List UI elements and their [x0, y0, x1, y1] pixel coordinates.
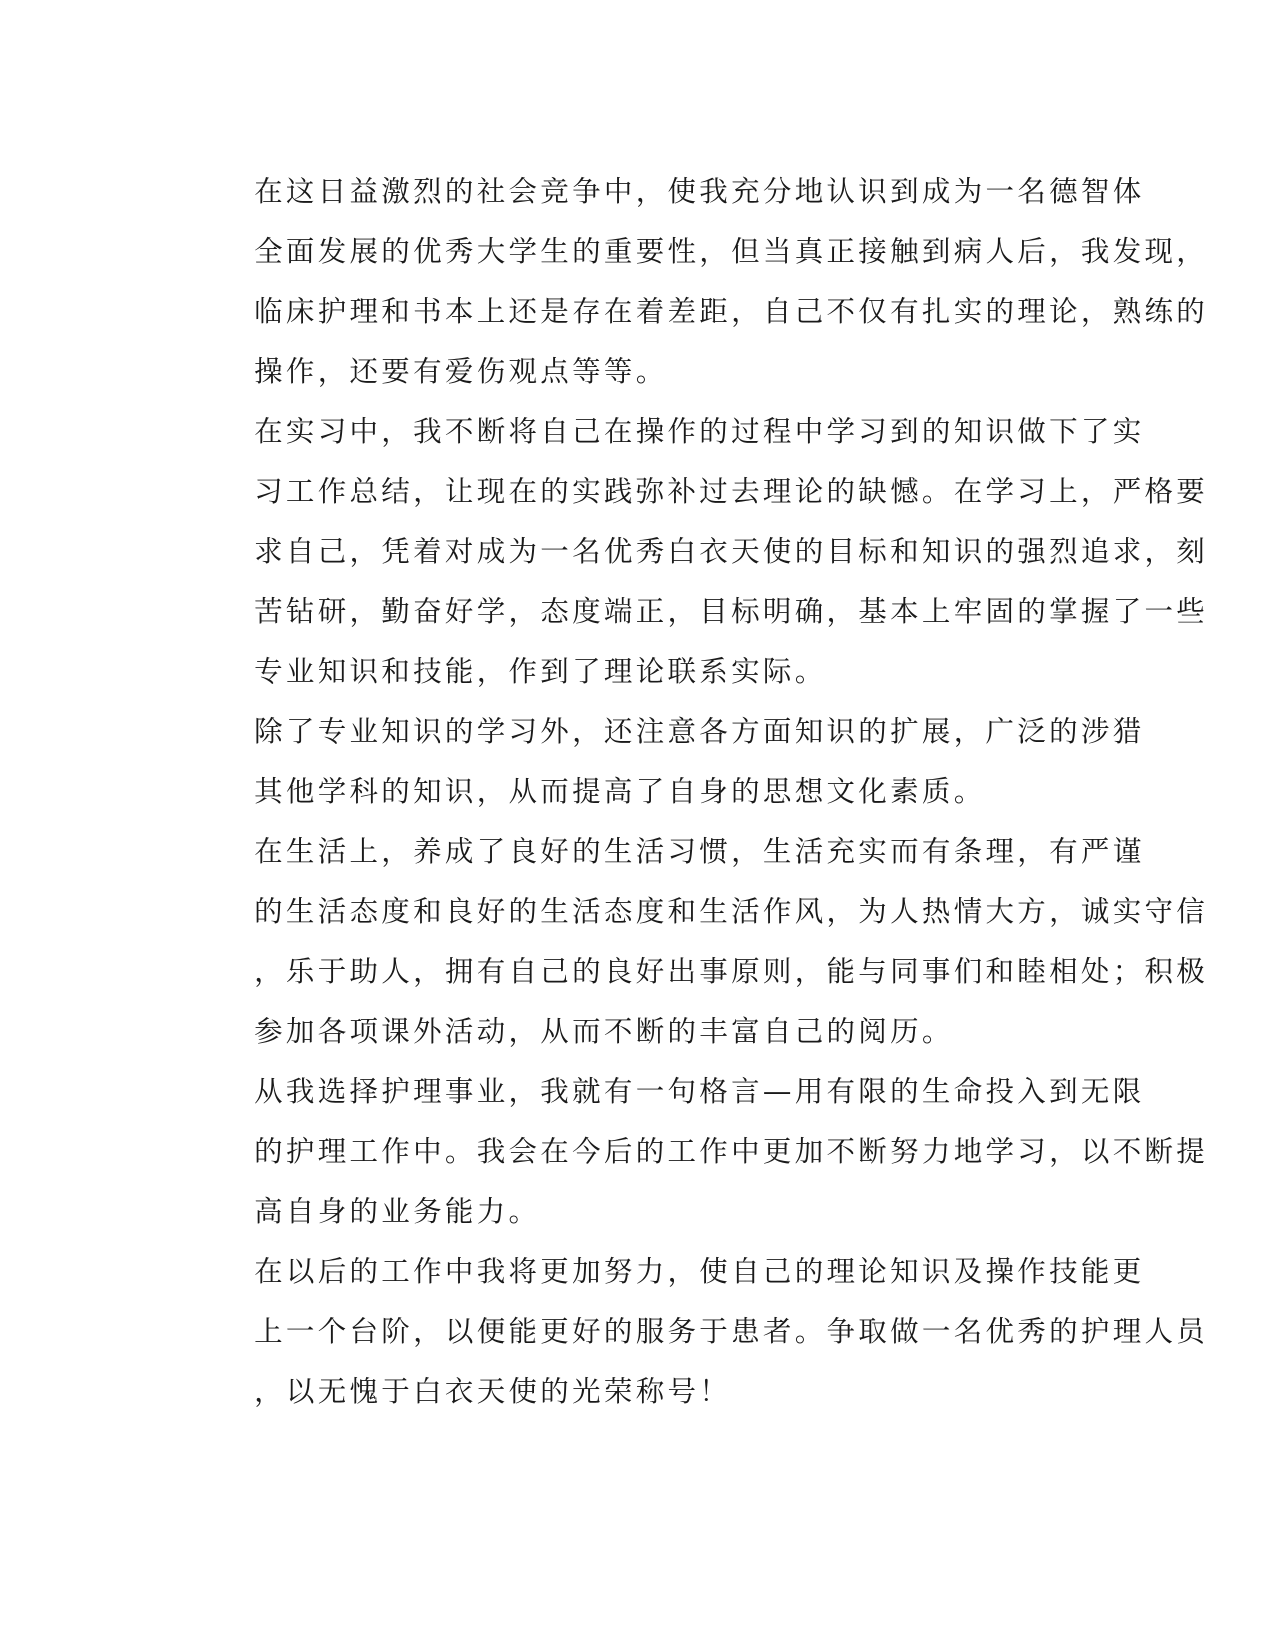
text-line: ，乐于助人，拥有自己的良好出事原则，能与同事们和睦相处；积极 — [254, 955, 1209, 988]
text-line: 全面发展的优秀大学生的重要性，但当真正接触到病人后，我发现， — [254, 235, 1209, 268]
text-line: 苦钻研，勤奋好学，态度端正，目标明确，基本上牢固的掌握了一些 — [254, 595, 1209, 628]
text-line: 上一个台阶，以便能更好的服务于患者。争取做一名优秀的护理人员 — [254, 1315, 1209, 1348]
paragraph-6 — [188, 1242, 1209, 1422]
text-line: ，以无愧于白衣天使的光荣称号！ — [254, 1375, 732, 1408]
text-line: 从我选择护理事业，我就有一句格言—用有限的生命投入到无限 — [254, 1075, 1145, 1108]
text-line: 除了专业知识的学习外，还注意各方面知识的扩展，广泛的涉猎 — [254, 715, 1145, 748]
text-line: 参加各项课外活动，从而不断的丰富自己的阅历。 — [254, 1015, 954, 1048]
text-line: 高自身的业务能力。 — [254, 1195, 541, 1228]
paragraph-5 — [188, 1062, 1209, 1242]
text-line: 在生活上，养成了良好的生活习惯，生活充实而有条理，有严谨 — [254, 835, 1145, 868]
paragraph-4 — [188, 822, 1209, 1062]
text-line: 习工作总结，让现在的实践弥补过去理论的缺憾。在学习上，严格要 — [254, 475, 1209, 508]
paragraph-1 — [188, 162, 1209, 402]
text-line: 在实习中，我不断将自己在操作的过程中学习到的知识做下了实 — [254, 415, 1145, 448]
text-line: 专业知识和技能，作到了理论联系实际。 — [254, 655, 827, 688]
text-line: 的护理工作中。我会在今后的工作中更加不断努力地学习，以不断提 — [254, 1135, 1209, 1168]
text-line: 求自己，凭着对成为一名优秀白衣天使的目标和知识的强烈追求，刻 — [254, 535, 1209, 568]
text-line: 的生活态度和良好的生活态度和生活作风，为人热情大方，诚实守信 — [254, 895, 1209, 928]
text-line: 在这日益激烈的社会竞争中，使我充分地认识到成为一名德智体 — [254, 175, 1145, 208]
document-body — [188, 162, 1209, 1422]
text-line: 临床护理和书本上还是存在着差距，自己不仅有扎实的理论，熟练的 — [254, 295, 1209, 328]
text-line: 操作，还要有爱伤观点等等。 — [254, 355, 668, 388]
text-line: 在以后的工作中我将更加努力，使自己的理论知识及操作技能更 — [254, 1255, 1145, 1288]
paragraph-3 — [188, 702, 1145, 822]
paragraph-2 — [188, 402, 1209, 702]
text-line: 其他学科的知识，从而提高了自身的思想文化素质。 — [254, 775, 986, 808]
